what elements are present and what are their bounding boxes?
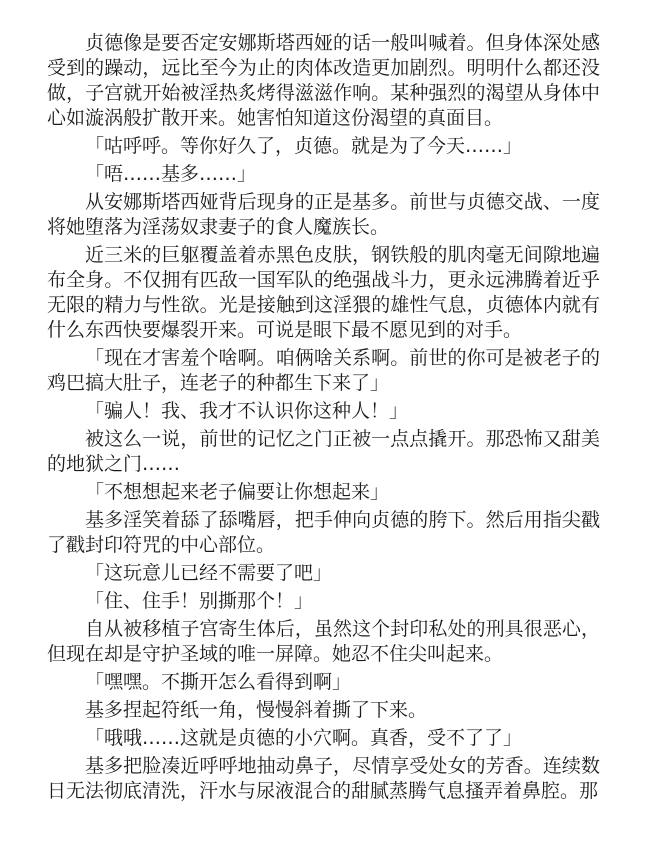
paragraph: 被这么一说，前世的记忆之门正被一点点撬开。那恐怖又甜美的地狱之门…… — [47, 428, 600, 475]
paragraph: 「哦哦……这就是贞德的小穴啊。真香，受不了了」 — [85, 727, 523, 749]
paragraph: 从安娜斯塔西娅背后现身的正是基多。前世与贞德交战、一度将她堕落为淫荡奴隶妻子的食人魔族长。 — [47, 191, 600, 238]
novel-text-page — [47, 31, 600, 807]
paragraph-list — [47, 31, 600, 804]
paragraph: 基多把脸凑近呼呼地抽动鼻子，尽情享受处女的芳香。连续数日无法彻底清洗，汗水与尿液混合的甜腻蒸腾气息搔弄着鼻腔。那 — [47, 755, 600, 802]
paragraph: 贞德像是要否定安娜斯塔西娅的话一般叫喊着。但身体深处感受到的躁动，远比至今为止的肉体改造更加剧烈。明明什么都还没做，子宫就开始被淫热炙烤得滋滋作响。某种强烈的渴望从身体中心如漩涡般扩散开来。她害怕知道这份渴望的真面目。 — [47, 32, 600, 129]
paragraph: 「现在才害羞个啥啊。咱俩啥关系啊。前世的你可是被老子的鸡巴搞大肚子，连老子的种都生下来了」 — [47, 347, 600, 394]
paragraph: 基多淫笑着舔了舔嘴唇，把手伸向贞德的胯下。然后用指尖戳了戳封印符咒的中心部位。 — [47, 509, 600, 556]
paragraph: 自从被移植子宫寄生体后，虽然这个封印私处的刑具很恶心，但现在却是守护圣域的唯一屏障。她忍不住尖叫起来。 — [47, 618, 600, 665]
paragraph: 「唔……基多……」 — [85, 163, 257, 185]
paragraph: 基多捏起符纸一角，慢慢斜着撕了下来。 — [85, 699, 428, 721]
paragraph: 「嘿嘿。不撕开怎么看得到啊」 — [85, 671, 352, 693]
paragraph: 近三米的巨躯覆盖着赤黑色皮肤，钢铁般的肌肉毫无间隙地遍布全身。不仅拥有匹敌一国军队的绝强战斗力，更永远沸腾着近乎无限的精力与性欲。光是接触到这淫猥的雄性气息，贞德体内就有什么东西快要爆裂开来。可说是眼下最不愿见到的对手。 — [47, 244, 600, 341]
paragraph: 「不想想起来老子偏要让你想起来」 — [85, 481, 390, 503]
paragraph: 「骗人！我、我才不认识你这种人！」 — [85, 400, 409, 422]
paragraph: 「住、住手！别撕那个！」 — [85, 590, 314, 612]
paragraph: 「这玩意儿已经不需要了吧」 — [85, 562, 333, 584]
paragraph: 「咕呼呼。等你好久了，贞德。就是为了今天……」 — [85, 135, 523, 157]
